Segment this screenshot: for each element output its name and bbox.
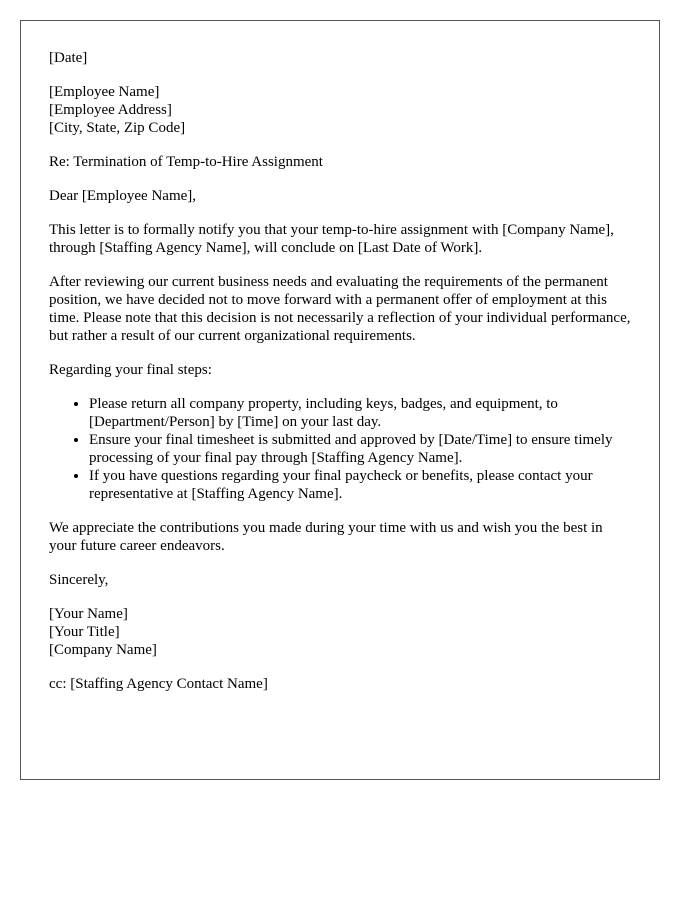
list-item-questions: • If you have questions regarding your final paycheck or benefits, please contact your representative at [Staffing Agency Name]. — [89, 467, 631, 503]
recipient-block — [49, 83, 631, 137]
final-steps-list — [49, 395, 631, 503]
recipient-name: [Employee Name] — [49, 84, 160, 100]
list-item-return-property: • Please return all company property, including keys, badges, and equipment, to [Department/Person] by [Time] on your last day. — [89, 395, 631, 431]
recipient-city: [City, State, Zip Code] — [49, 120, 186, 136]
letter-date: [Date] — [49, 50, 88, 66]
signature-company: [Company Name] — [49, 642, 157, 658]
letter-salutation: Dear [Employee Name], — [49, 188, 197, 204]
letter-sign-off: Sincerely, — [49, 572, 109, 588]
recipient-address: [Employee Address] — [49, 102, 172, 118]
signature-block — [49, 605, 631, 659]
signature-title: [Your Title] — [49, 624, 120, 640]
signature-name: [Your Name] — [49, 606, 128, 622]
paragraph-final-steps-intro: Regarding your final steps: — [49, 362, 212, 378]
letter-cc: cc: [Staffing Agency Contact Name] — [49, 676, 268, 692]
paragraph-decision: After reviewing our current business needs and evaluating the requirements of the permanent position, we have decided not to move forward with a permanent offer of employment at this time. Please note that this decision is not necessarily a reflection of your individual performance, but rather a result of our current organizational requirements. — [49, 274, 631, 344]
list-item-timesheet: • Ensure your final timesheet is submitted and approved by [Date/Time] to ensure timely processing of your final pay through [Staffing Agency Name]. — [89, 431, 631, 467]
letter-document — [20, 20, 660, 780]
letter-subject: Re: Termination of Temp-to-Hire Assignment — [49, 154, 323, 170]
paragraph-closing: We appreciate the contributions you made during your time with us and wish you the best in your future career endeavors. — [49, 520, 603, 554]
paragraph-notification: This letter is to formally notify you that your temp-to-hire assignment with [Company Name], through [Staffing Agency Name], will conclude on [Last Date of Work]. — [49, 222, 614, 256]
